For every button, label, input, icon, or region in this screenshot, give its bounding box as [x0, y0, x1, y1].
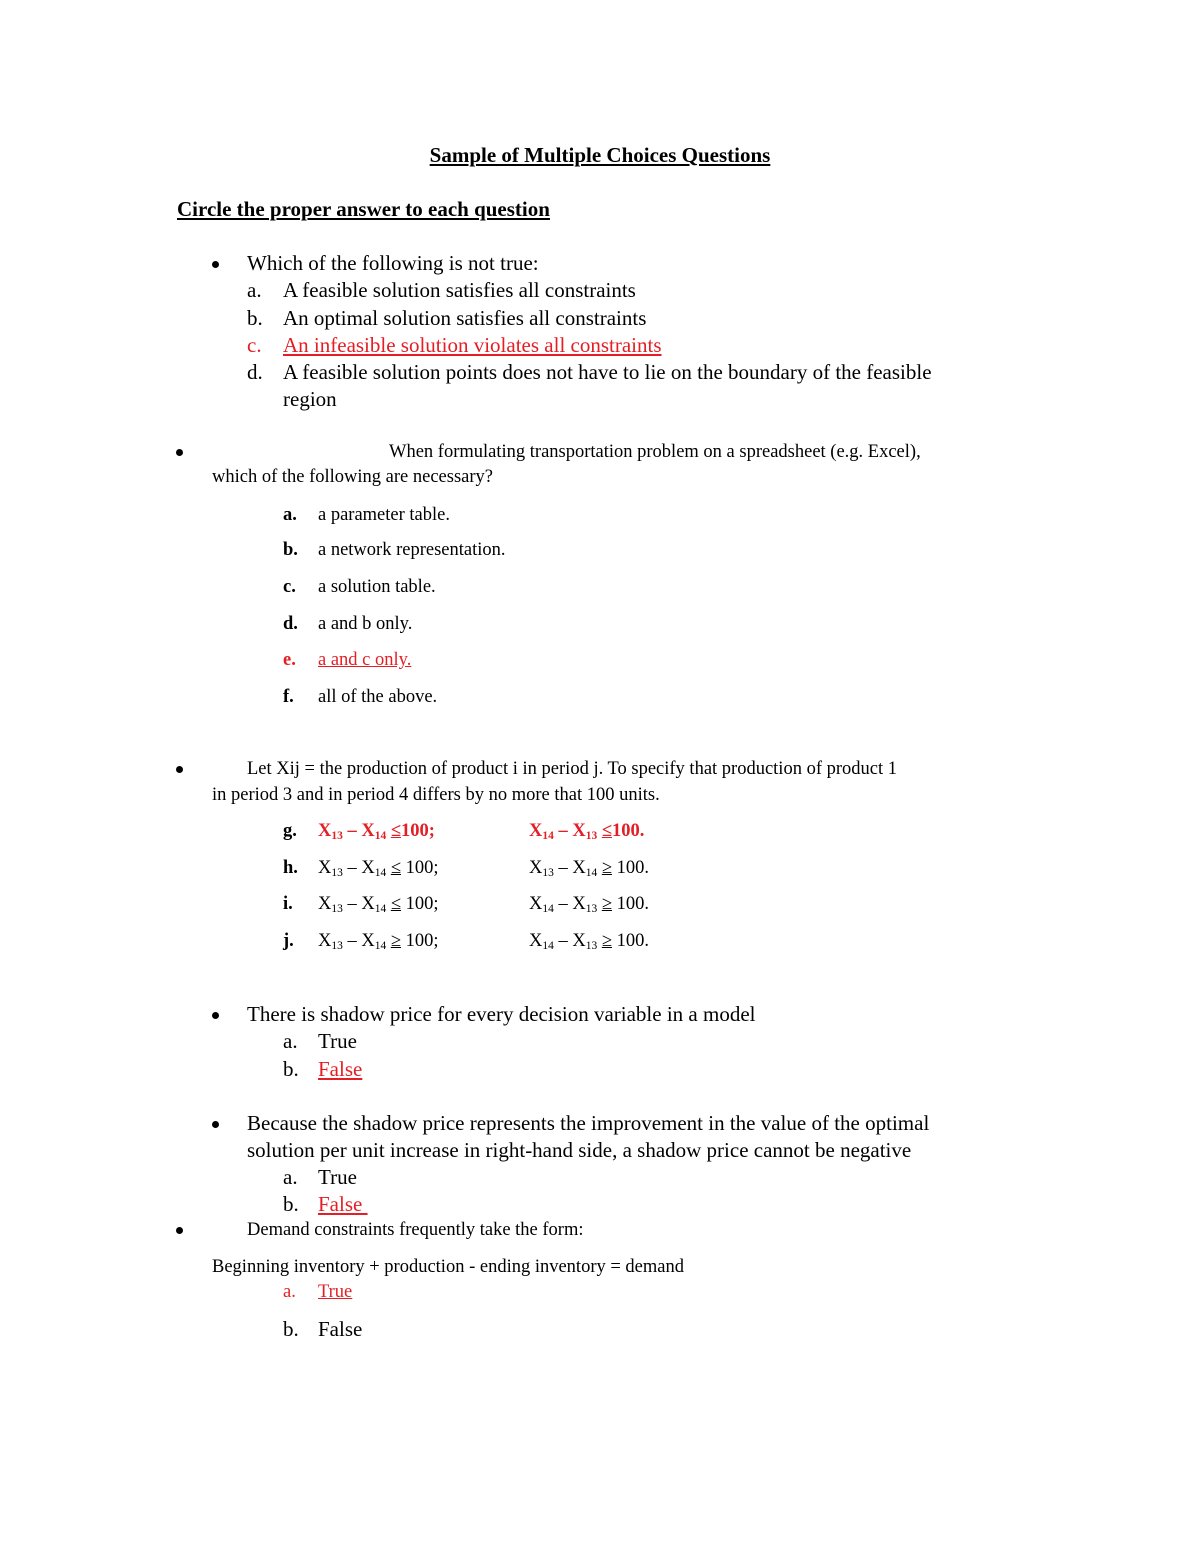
option-text: a and b only. — [318, 614, 413, 634]
option-letter: b. — [283, 1192, 299, 1216]
option-text: True — [318, 1165, 357, 1189]
question-stem: Demand constraints frequently take the form: — [247, 1220, 584, 1240]
option-text-answer: False — [318, 1192, 368, 1216]
option-text-answer: False — [318, 1057, 363, 1081]
option-text: A feasible solution satisfies all constraints — [283, 278, 636, 302]
option-expression-left: $X_{13} - X_{14} \ge 100$; — [318, 931, 439, 952]
formula: Beginning inventory + production - ending inventory = demand — [212, 1257, 684, 1277]
option-letter-answer: e. — [283, 650, 296, 670]
option-letter-answer: c. — [247, 333, 262, 357]
option-text-answer: a and c only. — [318, 650, 412, 670]
question-stem-line-1: When formulating transportation problem on a spreadsheet (e.g. Excel), — [389, 442, 921, 462]
option-letter: a. — [283, 1165, 298, 1189]
option-letter: i. — [283, 894, 293, 914]
option-letter: a. — [247, 278, 262, 302]
option-letter-answer: a. — [283, 1282, 296, 1302]
option-expression-right: $X_{14} - X_{13} \ge 100$. — [529, 931, 649, 952]
bullet-icon — [212, 1121, 219, 1128]
option-text: a network representation. — [318, 540, 506, 560]
page-title: Sample of Multiple Choices Questions — [429, 143, 771, 167]
bullet-icon — [212, 261, 219, 268]
option-letter: b. — [247, 306, 263, 330]
option-expression-right: $X_{14} - X_{13} \le 100$. — [529, 821, 645, 842]
option-text: all of the above. — [318, 687, 438, 707]
option-letter: b. — [283, 540, 298, 560]
bullet-icon — [176, 766, 183, 773]
option-text-continued: region — [283, 387, 337, 411]
question-stem-line-2: which of the following are necessary? — [212, 467, 493, 487]
option-letter: j. — [283, 931, 294, 951]
option-text: False — [318, 1317, 363, 1341]
question-stem-line-2: solution per unit increase in right-hand side, a shadow price cannot be negative — [247, 1138, 912, 1162]
option-expression-right: $X_{14} - X_{13} \ge 100$. — [529, 894, 649, 915]
question-stem: Which of the following is not true: — [247, 251, 539, 275]
option-expression-left: $X_{13} - X_{14} \le 100$; — [318, 821, 435, 842]
option-letter: h. — [283, 858, 298, 878]
option-text: A feasible solution points does not have to lie on the boundary of the feasible — [283, 360, 932, 384]
bullet-icon — [176, 1227, 183, 1234]
option-letter: b. — [283, 1317, 299, 1341]
option-expression-right: $X_{13} - X_{14} \ge 100$. — [529, 858, 649, 879]
option-letter: c. — [283, 577, 296, 597]
option-text: a solution table. — [318, 577, 436, 597]
option-expression-left: $X_{13} - X_{14} \le 100$; — [318, 894, 439, 915]
option-letter: d. — [247, 360, 263, 384]
bullet-icon — [212, 1012, 219, 1019]
bullet-icon — [176, 449, 183, 456]
option-text-answer: True — [318, 1282, 353, 1302]
question-stem-line-2: in period 3 and in period 4 differs by no more that 100 units. — [212, 785, 660, 805]
instruction: Circle the proper answer to each question — [177, 197, 550, 221]
option-text-answer: An infeasible solution violates all constraints — [283, 333, 662, 357]
option-text: a parameter table. — [318, 505, 450, 525]
option-letter: g. — [283, 821, 297, 841]
option-letter: f. — [283, 687, 294, 707]
question-stem-line-1: Let Xij = the production of product i in period j. To specify that production of product 1 — [247, 759, 897, 779]
option-letter: b. — [283, 1057, 299, 1081]
option-letter: a. — [283, 505, 297, 525]
option-text: An optimal solution satisfies all constraints — [283, 306, 647, 330]
option-text: True — [318, 1029, 357, 1053]
option-expression-left: $X_{13} - X_{14} \le 100$; — [318, 858, 439, 879]
option-letter: d. — [283, 614, 298, 634]
question-stem-line-1: Because the shadow price represents the improvement in the value of the optimal — [247, 1111, 930, 1135]
option-letter: a. — [283, 1029, 298, 1053]
question-stem: There is shadow price for every decision variable in a model — [247, 1002, 756, 1026]
